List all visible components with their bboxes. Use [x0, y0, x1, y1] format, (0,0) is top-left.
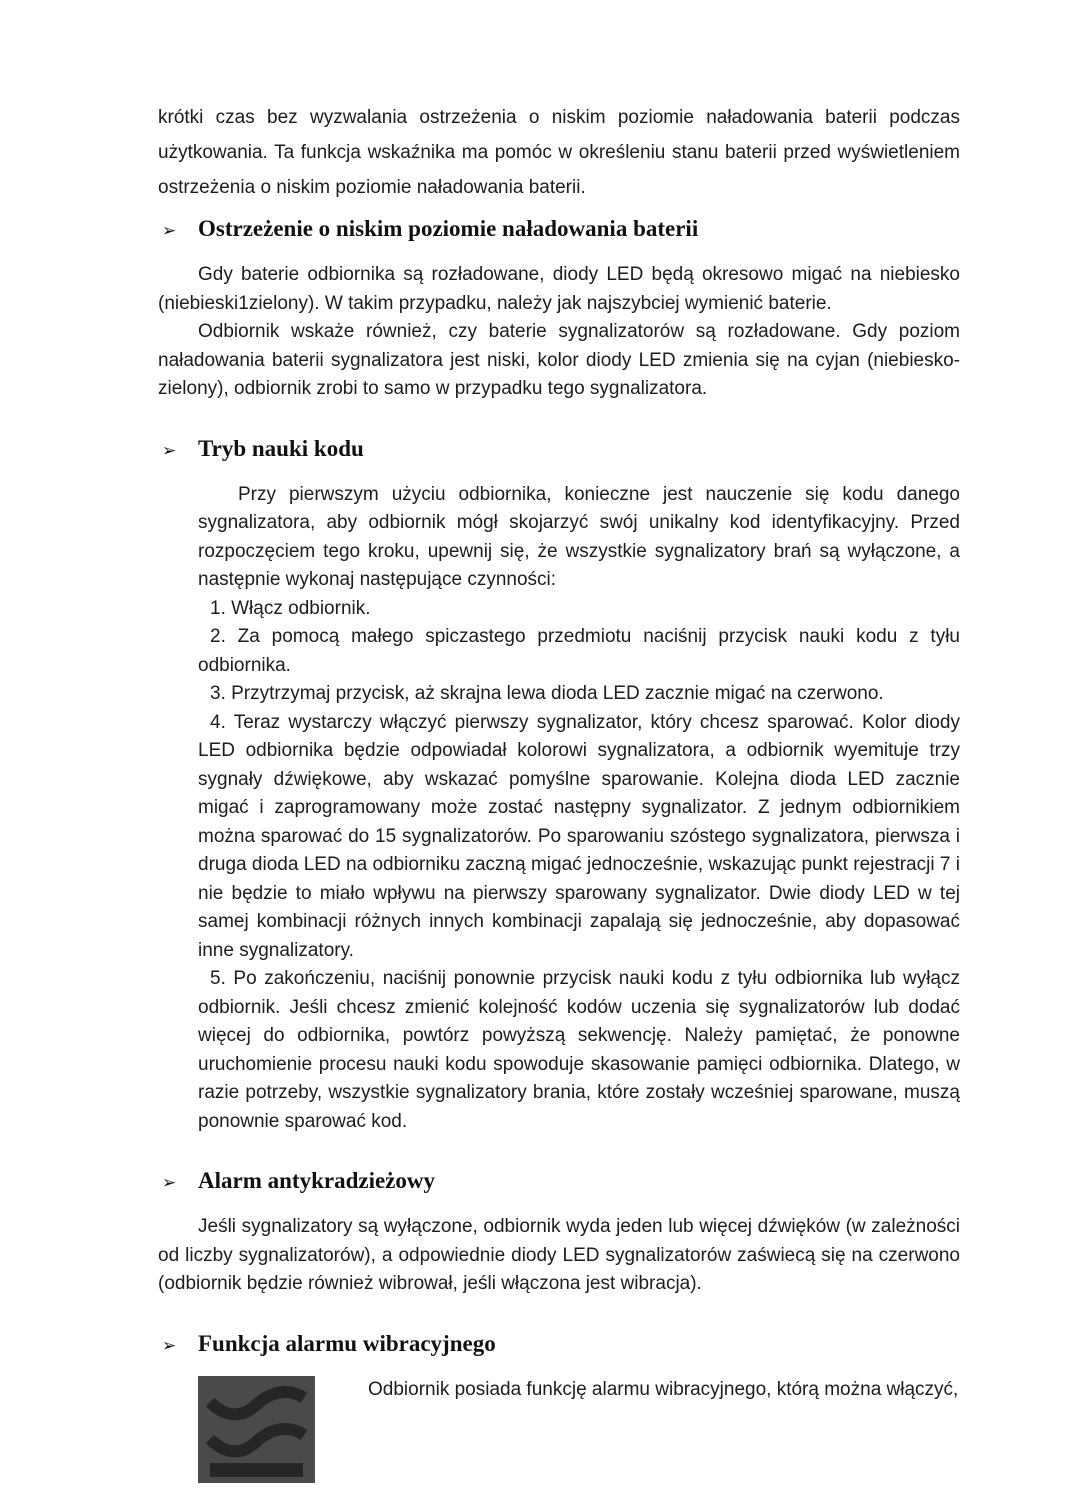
heading-label: Alarm antykradzieżowy — [198, 1168, 435, 1193]
section-heading-anti-theft — [158, 1166, 960, 1198]
arrow-bullet-icon: ➢ — [162, 1173, 177, 1193]
section-heading-battery-warning — [158, 214, 960, 246]
step-item: 1. Włącz odbiornik. — [210, 597, 371, 619]
base-bar — [210, 1463, 303, 1477]
heading-label: Ostrzeżenie o niskim poziomie naładowania baterii — [198, 216, 699, 241]
step-item: 2. Za pomocą małego spiczastego przedmiotu naciśnij przycisk nauki kodu z tyłu odbiornika. — [198, 626, 960, 676]
battery-warning-paragraph: Odbiornik wskaże również, czy baterie sygnalizatorów są rozładowane. Gdy poziom naładowania baterii sygnalizatora jest niski, kolor diody LED zmienia się na cyjan (niebiesko-zielony), odbiornik zrobi to samo w przypadku tego sygnalizatora. — [158, 321, 960, 399]
code-learning-block — [198, 481, 960, 1137]
step-item: 5. Po zakończeniu, naciśnij ponownie przycisk nauki kodu z tyłu odbiornika lub wyłącz odbiornik. Jeśli chcesz zmienić kolejność kodów uczenia się sygnalizatorów lub dodać więcej do odbiornika, powtórz powyższą sekwencję. Należy pamiętać, że ponowne uruchomienie procesu nauki kodu spowoduje skasowanie pamięci odbiornika. Dlatego, w razie potrzeby, wszystkie sygnalizatory brania, które zostały wcześniej sparowane, muszą ponownie sparować kod. — [198, 968, 960, 1132]
section-heading-code-learning — [158, 434, 960, 466]
battery-warning-paragraph: Gdy baterie odbiornika są rozładowane, diody LED będą okresowo migać na niebiesko (niebieski1zielony). W takim przypadku, należy jak najszybciej wymienić baterie. — [158, 264, 960, 314]
step-item: 4. Teraz wystarczy włączyć pierwszy sygnalizator, który chcesz sparować. Kolor diody LED odbiornika będzie odpowiadał kolorowi sygnalizatora, a odbiornik wyemituje trzy sygnały dźwiękowe, aby wskazać pomyślne sparowanie. Kolejna dioda LED zacznie migać i zaprogramowany może zostać następny sygnalizator. Z jednym odbiornikiem można sparować do 15 sygnalizatorów. Po sparowaniu szóstego sygnalizatora, pierwsza i druga dioda LED na odbiorniku zaczną migać jednocześnie, wskazując punkt rejestracji 7 i nie będzie to miało wpływu na pierwszy sparowany sygnalizator. Dwie diody LED w tej samej kombinacji różnych innych kombinacji zapalają się jednocześnie, aby dopasować inne sygnalizatory. — [198, 711, 960, 961]
step-item: 3. Przytrzymaj przycisk, aż skrajna lewa dioda LED zacznie migać na czerwono. — [210, 683, 884, 704]
code-learning-intro: Przy pierwszym użyciu odbiornika, konieczne jest nauczenie się kodu danego sygnalizatora, aby odbiornik mógł skojarzyć swój unikalny kod identyfikacyjny. Przed rozpoczęciem tego kroku, upewnij się, że wszystkie sygnalizatory brań są wyłączone, a następnie wykonaj następujące czynności: — [198, 483, 960, 590]
intro-paragraph: krótki czas bez wyzwalania ostrzeżenia o niskim poziomie naładowania baterii podczas użytkowania. Ta funkcja wskaźnika ma pomóc w określeniu stanu baterii przed wyświetleniem ostrzeżenia o niskim poziomie naładowania baterii. — [158, 107, 960, 198]
vibration-section-body — [158, 1376, 960, 1483]
section-heading-vibration — [158, 1329, 960, 1361]
vibration-paragraph: Odbiornik posiada funkcję alarmu wibracyjnego, którą można włączyć, — [368, 1378, 959, 1400]
anti-theft-paragraph: Jeśli sygnalizatory są wyłączone, odbiornik wyda jeden lub więcej dźwięków (w zależności od liczby sygnalizatorów), a odpowiednie diody LED sygnalizatorów zaświecą się na czerwono (odbiornik będzie również wibrował, jeśli włączona jest wibracja). — [158, 1216, 960, 1294]
arrow-bullet-icon: ➢ — [162, 440, 177, 461]
arrow-bullet-icon: ➢ — [162, 221, 177, 241]
vibration-waves-icon — [198, 1376, 315, 1483]
heading-label: Tryb nauki kodu — [198, 435, 364, 461]
arrow-bullet-icon: ➢ — [162, 1335, 177, 1356]
heading-label: Funkcja alarmu wibracyjnego — [198, 1330, 496, 1356]
